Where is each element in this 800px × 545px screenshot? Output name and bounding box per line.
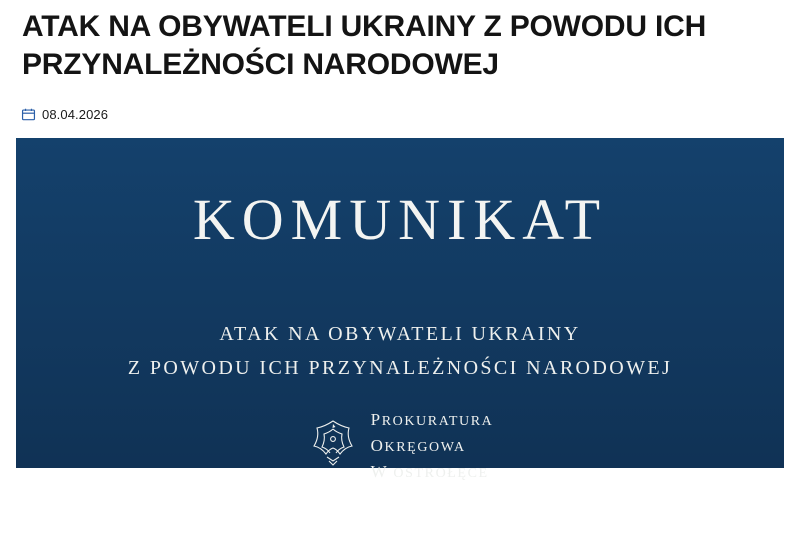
polish-eagle-crest-icon [307, 417, 359, 476]
komunikat-banner [16, 138, 784, 482]
organization-name [371, 407, 494, 486]
banner-organization [307, 407, 494, 486]
calendar-icon [22, 108, 35, 121]
publication-date: 08.04.2026 [42, 106, 109, 122]
article-image-container [0, 122, 800, 482]
org-line-2: OKRĘGOWA [370, 436, 466, 456]
banner-heading: KOMUNIKAT [192, 186, 608, 252]
banner-subtitle-line-2: Z POWODU ICH PRZYNALEŻNOŚCI NARODOWEJ [127, 356, 673, 379]
org-line-3: W OSTROŁĘCE [370, 462, 489, 482]
org-line-1: PROKURATURA [370, 409, 494, 429]
banner-subtitle-line-1: ATAK NA OBYWATELI UKRAINY [219, 322, 581, 345]
page-title: ATAK NA OBYWATELI UKRAINY Z POWODU ICH PRZYNALEŻNOŚCI NARODOWEJ [22, 10, 707, 82]
banner-subtitle [128, 317, 672, 385]
article-meta [0, 85, 800, 122]
